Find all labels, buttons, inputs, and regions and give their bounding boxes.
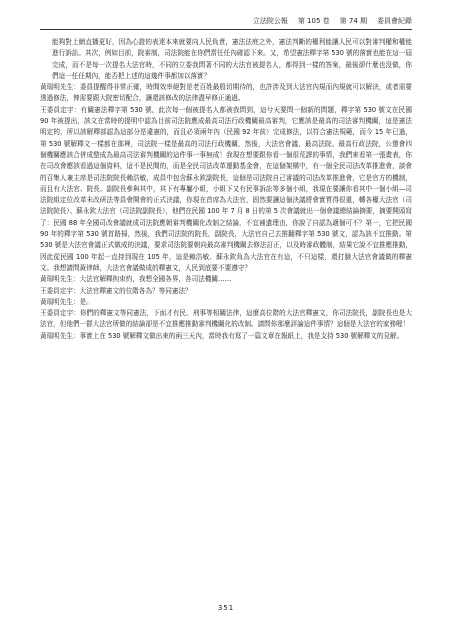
transcript-body — [40, 37, 412, 342]
transcript-paragraph — [40, 331, 412, 342]
transcript-paragraph — [40, 37, 412, 82]
speaker-name: 黃瑞明先生： — [40, 297, 80, 306]
speaker-name: 黃瑞明先生： — [40, 275, 80, 284]
transcript-paragraph — [40, 105, 412, 274]
speaker-name: 王委員定宇： — [40, 286, 80, 295]
page-header — [40, 16, 412, 26]
paragraph-text: 事實上在 530 號解釋文做出來的兩三天內，當時我有寫了一篇文章在報紙上，我是支持 530 號解釋文的見解。 — [79, 331, 404, 340]
page-number: 351 — [217, 604, 235, 612]
header-rule — [40, 29, 412, 30]
speaker-name: 黃瑞明先生： — [40, 83, 80, 92]
transcript-paragraph — [40, 297, 412, 308]
speaker-name: 王委員定宇： — [40, 309, 80, 318]
transcript-paragraph — [40, 274, 412, 285]
paragraph-text: 能夠對上網直播更好，因為心證的表達本來就要向人民負責，憲法法庭之外，憲法判斷的權利能讓人民可以對審判權和權能進行訴訟。其次，例如目前，院審制，司法院能在你們當任任內確認下來。又，希望憲法釋字第 530 號的落實也能在這一屆完成，而不是每一次提名大法官時，不同的立委我問著不同的大法官被提名人，都得到一樣的答案，最後卻什麼也沒做，你們這一任任期內，能否把上述的這幾件事都加以落實？ — [52, 38, 412, 80]
transcript-paragraph — [40, 308, 412, 331]
paragraph-text: 大法官釋憲文的位階各為？等同憲法？ — [79, 286, 192, 295]
paragraph-text: 你們的釋憲文等同憲法，下面才有民、刑事等相關法律，這麼高位階的大法官釋憲文，你司法院長，副院長也是大法官，但他們一群大法官所做的結論卻是不宜推應推動審判機關化的改制。請問你那麼評論這件事情？這個是大法官的家務喔！ — [40, 309, 413, 329]
paragraph-text: 大法官解釋拘束約，我想全國各界，各司法機關…… — [79, 275, 232, 284]
transcript-paragraph — [40, 82, 412, 105]
paragraph-text: 是。 — [79, 297, 93, 306]
speaker-name: 黃瑞明先生： — [40, 331, 80, 340]
publication-title: 立法院公報 — [252, 17, 288, 25]
paragraph-text: 有關憲法釋字第 530 號，此次每一個被提名人都被我問到，這兮天要問一個新的問題，釋字第 530 號文在民國 90 年被提出，該文在當時的提明中認為目前司法院應成最高司法行政機關最高審判，它應該是最高的司法審判機關，這是憲法明定的，所以該解釋部認為這部分是違憲的，而且必須兩年內（民國 92 年前）完成修法，以符合憲法規範，而今 15 年已過，第 530 號解釋文一樣都在那裡，司法院一樣是最高的司法行政機關，然後，大法官會議、最高法院、最高行政法院，公懲會四個機關應該合併成整成為最高司法審判機關的這件事一事無成！我現在想要跟你看一個很荒謬的事情，我們來看第一張畫表，你在司改會應該看過這個資料，這不是民間的，而是全民司法改革運動基金會，在這個架構中，有一個全民司法改革推進會，談會的召集人兼主席是司法院院長賴浩敏，成員中包含蘇永欽副院長，這個是司法院自己審議的司法改革推進會，它是官方的機制，而且有大法官、院長、副院長參與其中，其下有專屬小組，小組下又有民事訴訟等多個小組，我現在要讓你看其中一個小組—司法院組定位改革未改研法等員會開會的正式決議，你現在首席為大法官，固然要讓這個決議將會實質得很重，轉各權大法官（司法院院長）、蘇永欽大法官（司法院副院長），他們在民國 100 年 7 月 8 日的第 5 次會議就出一個會議總結論摘要，摘要開頭寫了：民國 88 年全國司改會議就成司法院應朝審判機關化改制之結論，不宜補遺理由，你說了自認為適個可不？第一，它把民國 90 年的釋字第 530 號首路掃，然後，我們司法院的院長，副院長，大法官自己去推翻釋字第 530 號文，認為該不宜推動。第 530 號是大法官會議正式做成的決議，要求司法院要朝向最高審判機關去修法訂正，以及時審政體制，結果它說不宜推應推動，因此從民國 100 年起一直持到現在 105 年，這是賴浩敏、蘇永欽負為大法官在有這，不只這樣，還打臉大法官會議做的釋憲文。我想請問黃律師，大法官會議做成的釋憲文，人民到底要不要遵守？ — [40, 105, 412, 272]
volume-label: 第 105 卷 — [297, 17, 330, 25]
speaker-name: 王委員定宇： — [40, 105, 81, 114]
issue-label: 第 74 期 — [339, 17, 367, 25]
paragraph-text: 委員提醒得非常正確，時間效率絕對是老百姓最殷切期待的，也許涉及到大法官內規而內規就可以解決，或者需要透過修法，俾需要跟大院密切配合，讓還該修改的法律盡早修正通過。 — [40, 83, 413, 103]
transcript-paragraph — [40, 286, 412, 297]
section-label: 委員會紀錄 — [377, 17, 412, 25]
